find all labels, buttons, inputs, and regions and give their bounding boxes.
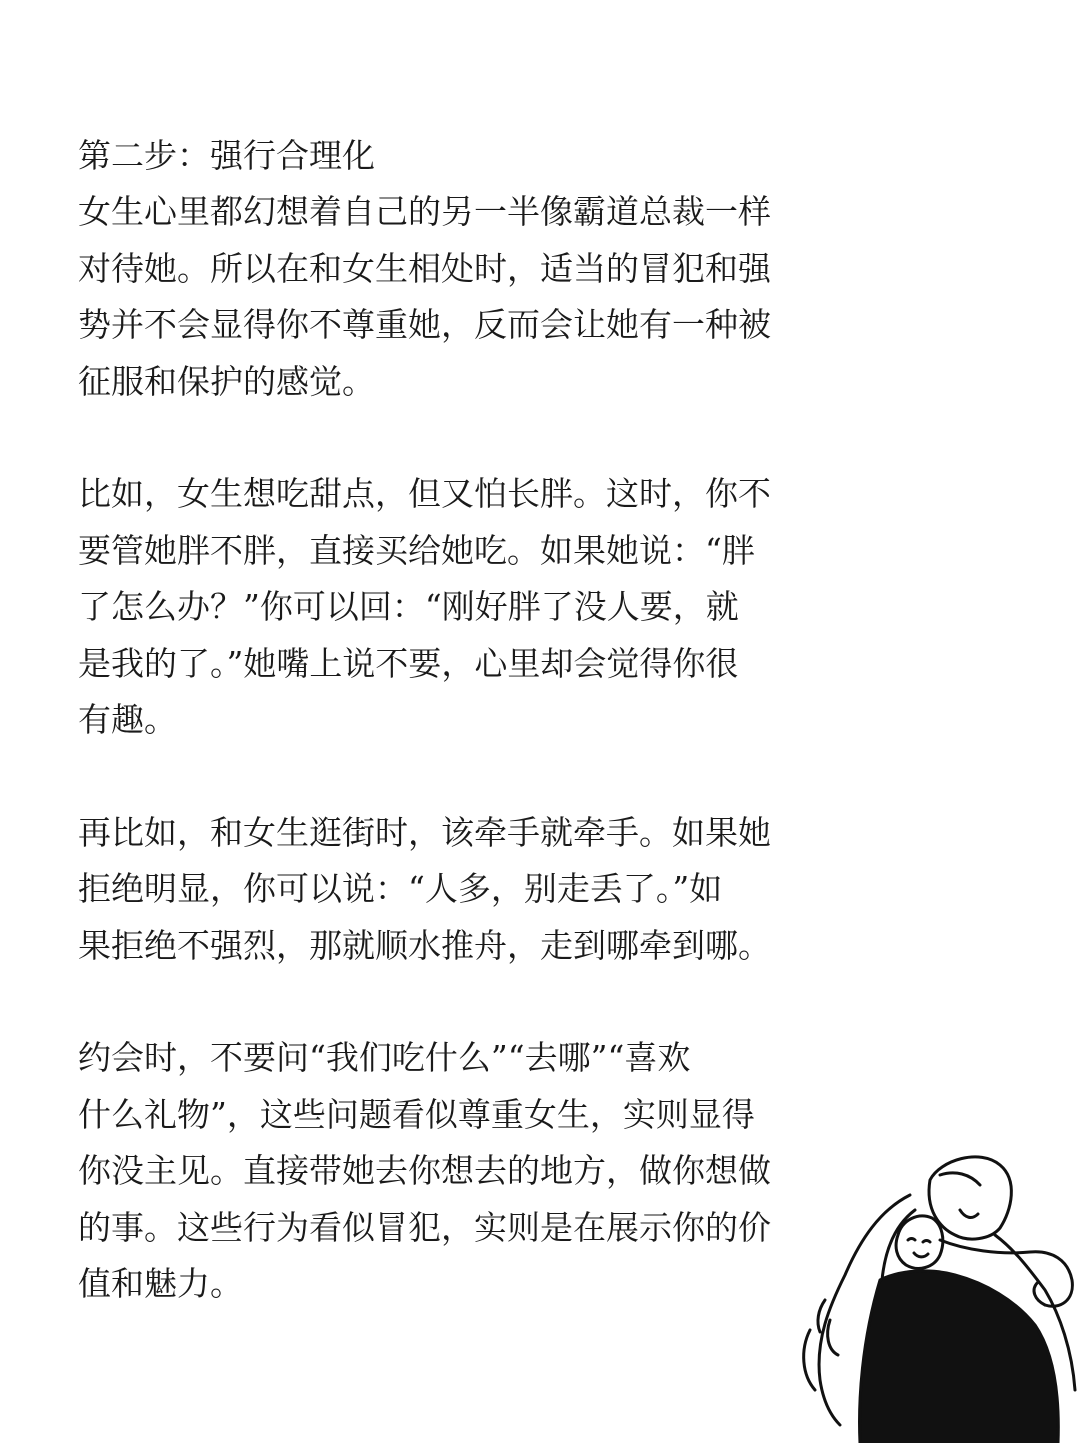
paragraph-line: 对待她。所以在和女生相处时，适当的冒犯和强 (78, 248, 771, 288)
paragraph-line: 是我的了。”她嘴上说不要，心里却会觉得你很 (78, 643, 739, 683)
paragraph-line: 征服和保护的感觉。 (78, 361, 375, 401)
paragraph-line: 了怎么办？”你可以回：“刚好胖了没人要，就 (78, 587, 739, 626)
paragraph-spacer (78, 410, 798, 466)
section-heading: 第二步：强行合理化 (78, 136, 375, 175)
paragraph-line: 的事。这些行为看似冒犯，实则是在展示你的价 (78, 1207, 771, 1247)
paragraph-line: 再比如，和女生逛街时，该牵手就牵手。如果她 (78, 812, 771, 852)
paragraph-line: 拒绝明显，你可以说：“人多，别走丢了。”如 (78, 869, 723, 908)
paragraph-line: 要管她胖不胖，直接买给她吃。如果她说：“胖 (78, 530, 755, 570)
woman-body (860, 1271, 1059, 1443)
paragraph-line: 你没主见。直接带她去你想去的地方，做你想做 (78, 1151, 771, 1190)
woman-smile (914, 1253, 928, 1257)
paragraph-line: 势并不会显得你不尊重她，反而会让她有一种被 (78, 305, 771, 344)
woman-eye (923, 1241, 930, 1243)
paragraph-3 (78, 805, 798, 975)
paragraph-2 (78, 466, 798, 749)
paragraph-line: 果拒绝不强烈，那就顺水推舟，走到哪牵到哪。 (78, 925, 771, 965)
man-hair (940, 1173, 980, 1185)
hugging-couple-illustration (790, 1140, 1080, 1443)
woman-hand (828, 1320, 838, 1355)
paragraph-spacer (78, 974, 798, 1030)
paragraph-line: 女生心里都幻想着自己的另一半像霸道总裁一样 (78, 192, 771, 231)
hair-curl (804, 1330, 815, 1390)
paragraph-line: 约会时，不要问“我们吃什么”“去哪”“喜欢 (78, 1038, 691, 1077)
paragraph-line: 什么礼物”，这些问题看似尊重女生，实则显得 (78, 1094, 755, 1134)
woman-face (896, 1216, 943, 1268)
paragraph-line: 值和魅力。 (78, 1264, 243, 1303)
man-face (960, 1210, 978, 1217)
paragraph-spacer (78, 749, 798, 805)
paragraph-1 (78, 184, 798, 410)
woman-eye (908, 1239, 915, 1241)
paragraph-line: 比如，女生想吃甜点，但又怕长胖。这时，你不 (78, 474, 771, 513)
paragraph-line: 有趣。 (78, 700, 177, 739)
paragraph-4 (78, 1030, 798, 1313)
article-content (78, 128, 798, 1313)
